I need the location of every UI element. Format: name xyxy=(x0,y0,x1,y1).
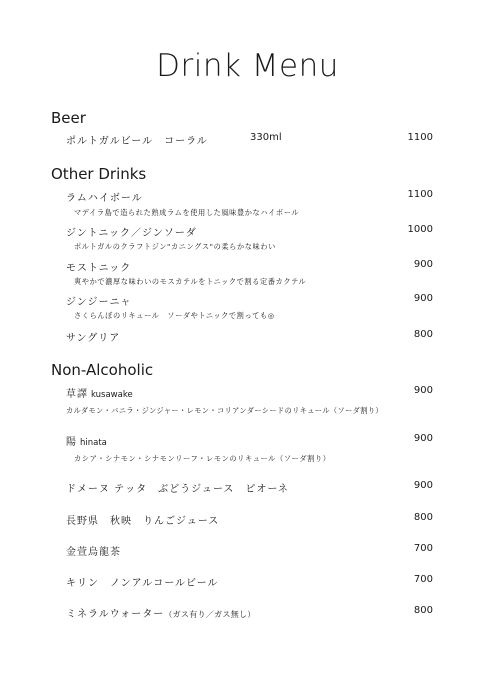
menu-item-description: ポルトガルのクラフトジン"カニングス"の柔らかな味わい xyxy=(74,242,276,251)
menu-item-price: 800 xyxy=(413,512,433,523)
menu-item-price: 900 xyxy=(413,480,433,491)
menu-item-price: 900 xyxy=(413,259,433,270)
menu-item-price: 900 xyxy=(413,293,433,304)
section-heading-non-alcoholic: Non-Alcoholic xyxy=(51,361,154,379)
menu-item-name: ドメーヌ テッタ ぶどうジュース ピオーネ xyxy=(66,484,289,495)
menu-item-description: カシア・シナモン・シナモンリーフ・レモンのリキュール（ソーダ割り） xyxy=(74,454,331,463)
menu-item-name: ジンジーニャ xyxy=(66,297,132,308)
menu-item-description: さくらんぼのリキュール ソーダやトニックで割っても◎ xyxy=(74,311,275,320)
menu-item-name: ラムハイボール xyxy=(66,193,143,204)
menu-item-name: モストニック xyxy=(66,263,132,274)
menu-item-price: 1100 xyxy=(407,132,433,143)
menu-item-name xyxy=(66,385,133,400)
menu-item-name-en: kusawake xyxy=(91,390,133,400)
menu-item-note: （ガス有り／ガス無し） xyxy=(164,610,256,619)
menu-item-name: 長野県 秋映 りんごジュース xyxy=(66,516,220,527)
menu-item-name-jp: 陽 xyxy=(66,437,77,448)
menu-item-price: 700 xyxy=(413,574,433,585)
menu-item-price: 900 xyxy=(413,385,433,396)
menu-title: Drink Menu xyxy=(156,48,339,84)
menu-item-name: ジントニック／ジンソーダ xyxy=(66,228,197,239)
menu-item-price: 1000 xyxy=(407,224,433,235)
menu-item-price: 900 xyxy=(413,433,433,444)
menu-item-volume: 330ml xyxy=(250,132,282,143)
menu-item-name-jp: ミネラルウォーター xyxy=(66,609,165,620)
menu-item-description: カルダモン・バニラ・ジンジャー・レモン・コリアンダーシードのリキュール（ソーダ割り） xyxy=(66,406,384,415)
menu-item-name: キリン ノンアルコールビール xyxy=(66,578,219,589)
menu-item-price: 800 xyxy=(413,329,433,340)
menu-item-price: 800 xyxy=(413,605,433,616)
menu-item-name: 金萱烏龍茶 xyxy=(66,547,121,558)
menu-item-name-en: hinata xyxy=(80,438,107,448)
section-heading-beer: Beer xyxy=(51,109,86,127)
menu-item-name: サングリア xyxy=(66,333,121,344)
menu-item-name xyxy=(66,605,256,620)
menu-item-description: 爽やかで濃厚な味わいのモスカテルをトニックで割る定番カクテル xyxy=(74,277,307,286)
menu-item-name xyxy=(66,433,107,448)
menu-item-description: マデイラ島で造られた熟成ラムを使用した風味豊かなハイボール xyxy=(74,208,300,217)
section-heading-other-drinks: Other Drinks xyxy=(51,165,147,183)
menu-item-name: ポルトガルビール コーラル xyxy=(66,136,208,147)
menu-item-price: 700 xyxy=(413,543,433,554)
menu-item-price: 1100 xyxy=(407,189,433,200)
menu-item-name-jp: 草譯 xyxy=(66,389,88,400)
